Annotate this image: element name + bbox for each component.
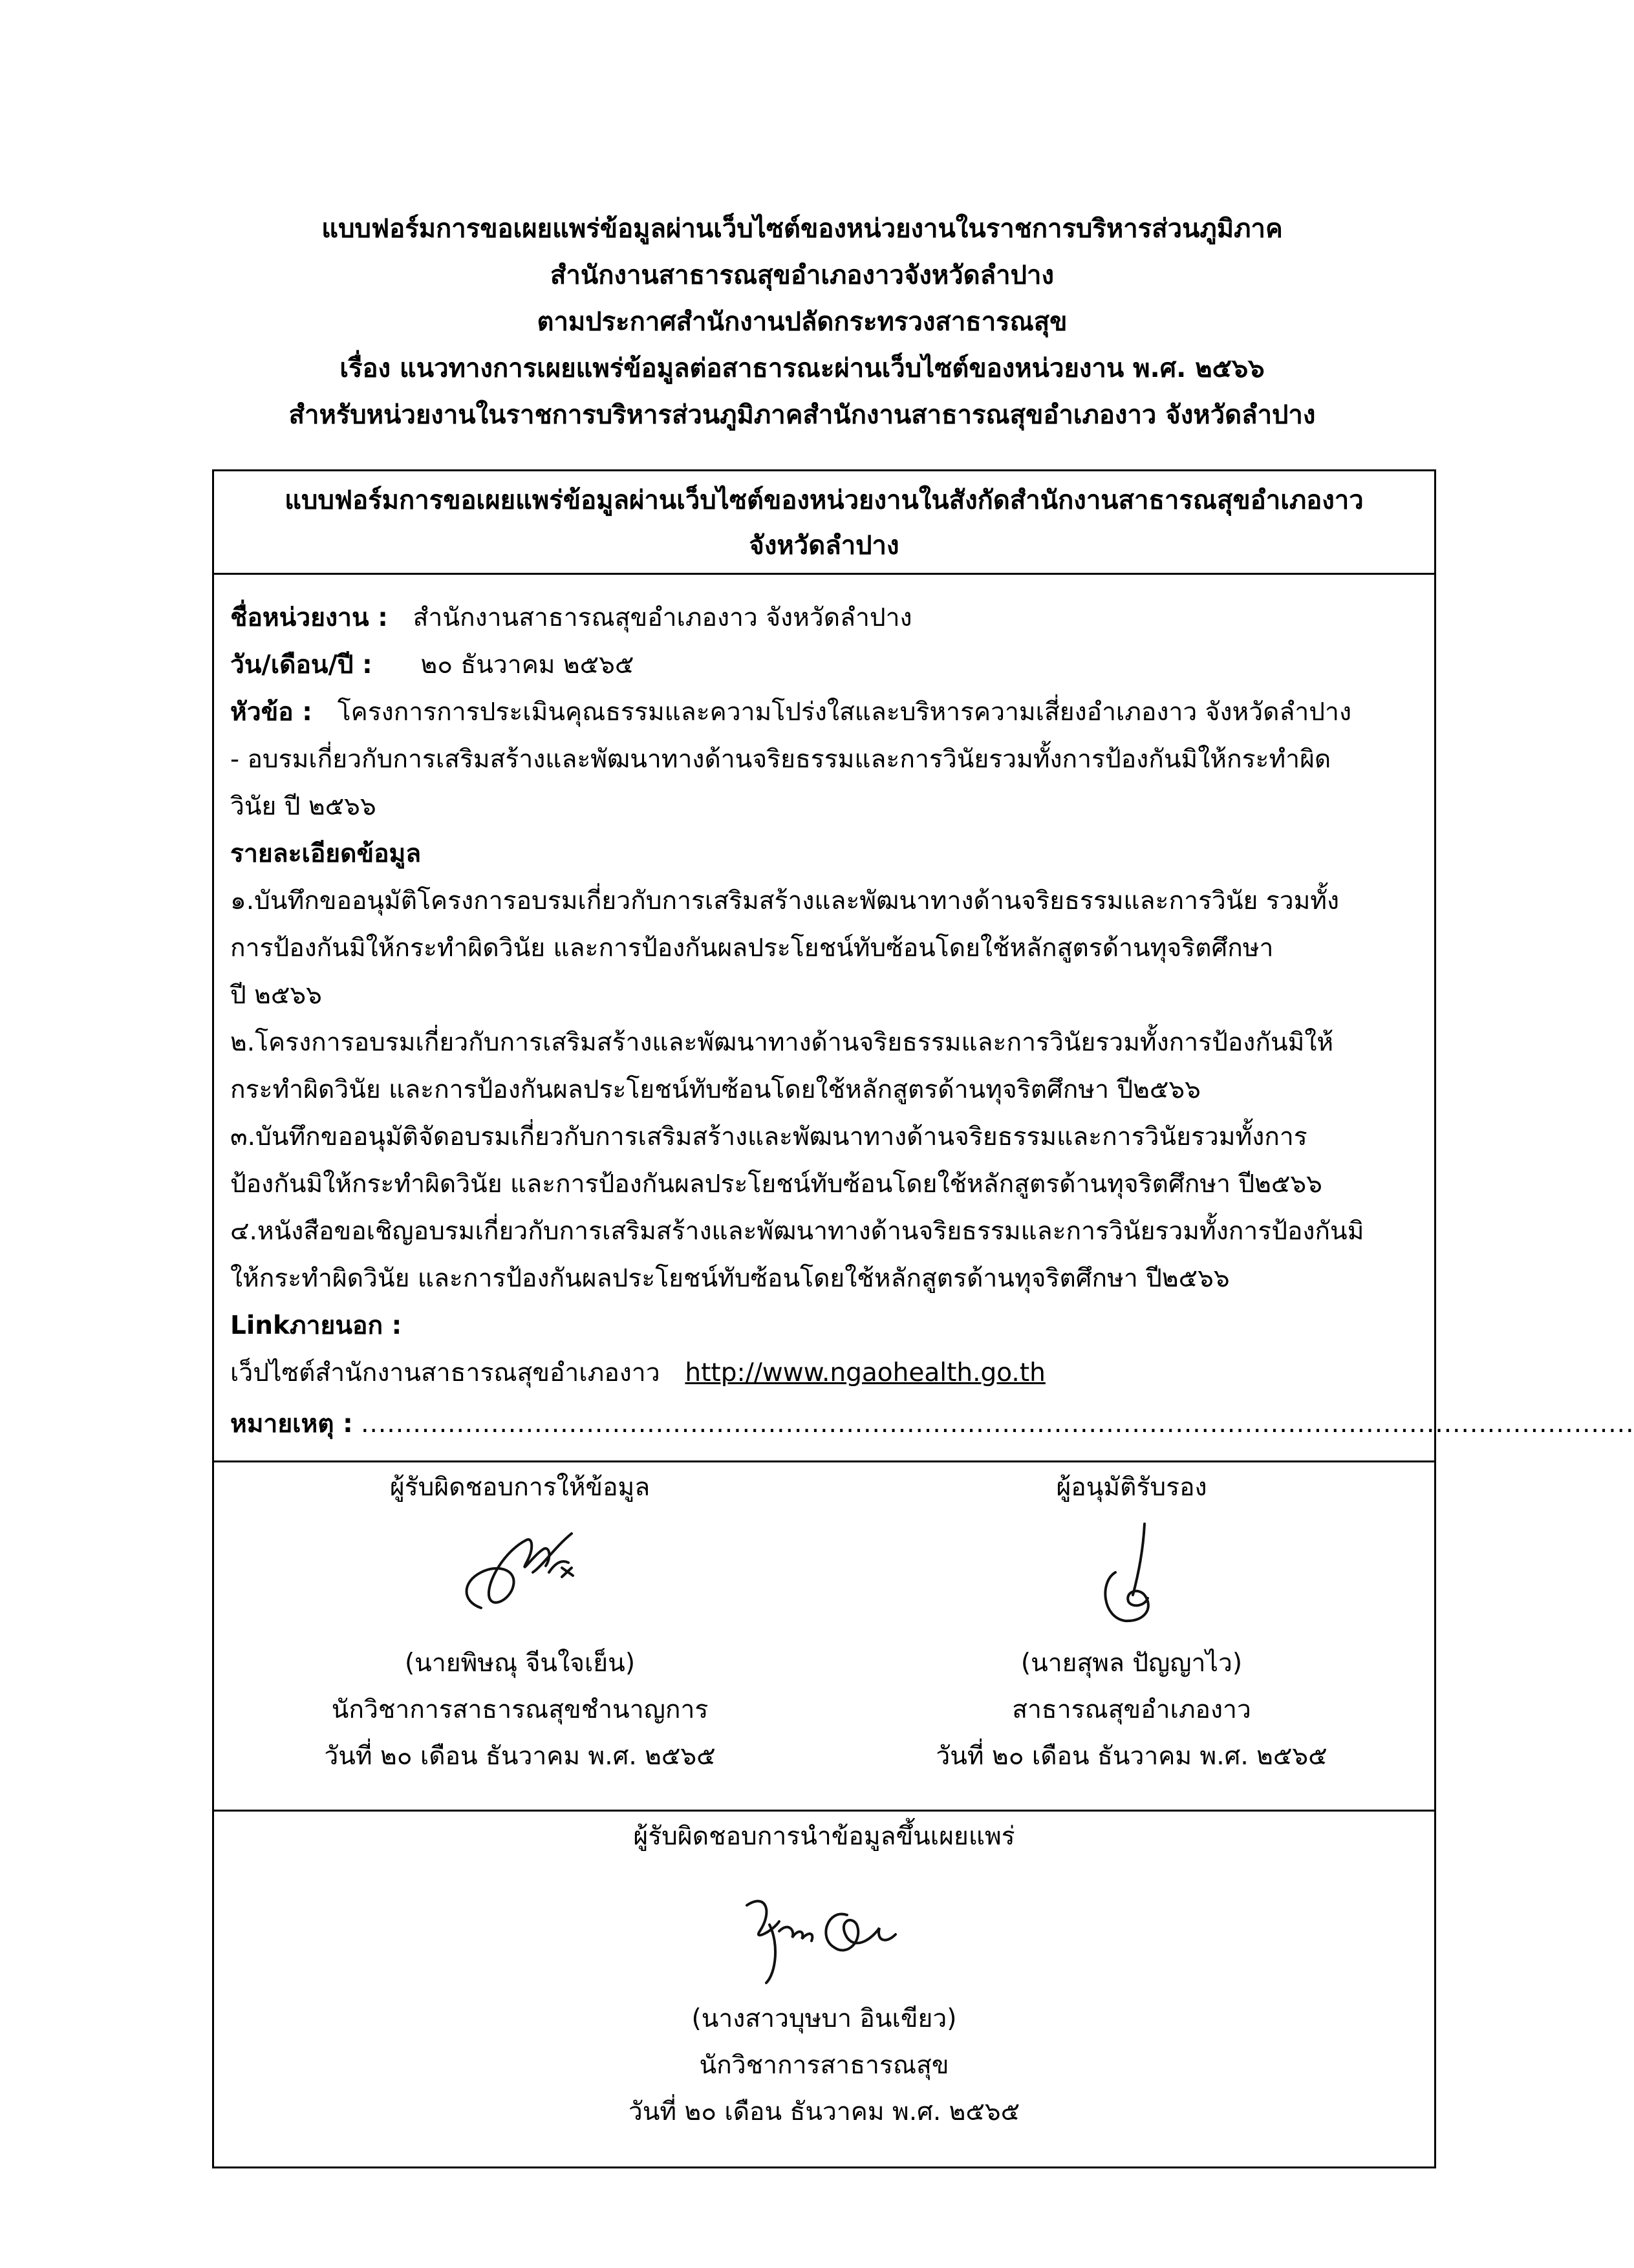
details-line-9: ให้กระทำผิดวินัย และการป้องกันผลประโยชน์ทับซ้อนโดยใช้หลักสูตรด้านทุจริตศึกษา ปี๒๕๖๖ (230, 1264, 1230, 1293)
header-line-1: แบบฟอร์มการขอเผยแพร่ข้อมูลผ่านเว็บไซต์ของหน่วยงานในราชการบริหารส่วนภูมิภาค (321, 214, 1283, 244)
external-link-url[interactable]: http://www.ngaohealth.go.th (685, 1358, 1046, 1387)
topic-value: โครงการการประเมินคุณธรรมและความโปร่งใสและบริหารความเสี่ยงอำเภองาว จังหวัดลำปาง (337, 698, 1351, 727)
topic-label: หัวข้อ : (230, 698, 312, 727)
external-link-prefix: เว็ปไซต์สำนักงานสาธารณสุขอำเภองาว (230, 1358, 660, 1387)
form-title-line-2: จังหวัดลำปาง (749, 531, 899, 561)
remark-dots: ................................................................................................................................................... (361, 1409, 1634, 1439)
form-title-line-1: แบบฟอร์มการขอเผยแพร่ข้อมูลผ่านเว็บไซต์ของหน่วยงานในสังกัดสำนักงานสาธารณสุขอำเภองาว (285, 486, 1364, 515)
details-line-8: ๔.หนังสือขอเชิญอบรมเกี่ยวกับการเสริมสร้างและพัฒนาทางด้านจริยธรรมและการวินัยรวมทั้งการป้องกันมิ (230, 1217, 1364, 1246)
responsible-position: นักวิชาการสาธารณสุขชำนาญการ (331, 1695, 709, 1724)
signature-publisher (708, 1860, 941, 1996)
details-line-4: ๒.โครงการอบรมเกี่ยวกับการเสริมสร้างและพัฒนาทางด้านจริยธรรมและการวินัยรวมทั้งการป้องกันมิให้ (230, 1028, 1334, 1057)
details-line-3: ปี ๒๕๖๖ (230, 981, 322, 1010)
responsible-date: วันที่ ๒๐ เดือน ธันวาคม พ.ศ. ๒๕๖๕ (324, 1742, 716, 1771)
signature-left (436, 1511, 604, 1640)
publisher-position: นักวิชาการสาธารณสุข (699, 2051, 949, 2080)
approver-position: สาธารณสุขอำเภองาว (1012, 1695, 1251, 1724)
details-line-1: ๑.บันทึกขออนุมัติโครงการอบรมเกี่ยวกับการเสริมสร้างและพัฒนาทางด้านจริยธรรมและการวินัย รวมทั้ง (230, 886, 1340, 915)
approver-role: ผู้อนุมัติรับรอง (1056, 1473, 1207, 1502)
approval-row (214, 1460, 1434, 1812)
agency-value: สำนักงานสาธารณสุขอำเภองาว จังหวัดลำปาง (413, 603, 912, 632)
publisher-role: ผู้รับผิดชอบการนำข้อมูลขึ้นเผยแพร่ (633, 1822, 1015, 1851)
header-line-2: สำนักงานสาธารณสุขอำเภองาวจังหวัดลำปาง (550, 261, 1054, 290)
date-value: ๒๐ ธันวาคม ๒๕๖๕ (420, 650, 634, 679)
details-line-6: ๓.บันทึกขออนุมัติจัดอบรมเกี่ยวกับการเสริมสร้างและพัฒนาทางด้านจริยธรรมและการวินัยรวมทั้งการ (230, 1122, 1307, 1151)
agency-line (230, 594, 1421, 641)
publisher-block (214, 1810, 1434, 2135)
responsible-column (214, 1460, 826, 1780)
details-label: รายละเอียดข้อมูล (230, 839, 422, 868)
responsible-role: ผู้รับผิดชอบการให้ข้อมูล (389, 1473, 650, 1502)
date-line (230, 641, 1421, 689)
approver-name: (นายสุพล ปัญญาไว) (1020, 1649, 1243, 1678)
remark-line (230, 1400, 1634, 1448)
header-line-3: ตามประกาศสำนักงานปลัดกระทรวงสาธารณสุข (537, 307, 1068, 337)
form-table (212, 469, 1634, 2168)
details-block (230, 594, 1634, 1448)
details-line-5: กระทำผิดวินัย และการป้องกันผลประโยชน์ทับซ้อนโดยใช้หลักสูตรด้านทุจริตศึกษา ปี๒๕๖๖ (230, 1075, 1201, 1104)
publisher-date: วันที่ ๒๐ เดือน ธันวาคม พ.ศ. ๒๕๖๕ (628, 2097, 1020, 2126)
document-header (0, 206, 1604, 438)
details-line-2: การป้องกันมิให้กระทำผิดวินัย และการป้องกันผลประโยชน์ทับซ้อนโดยใช้หลักสูตรด้านทุจริตศึกษา (230, 934, 1274, 963)
external-link-line (230, 1349, 1421, 1396)
topic-line-2: - อบรมเกี่ยวกับการเสริมสร้างและพัฒนาทางด้านจริยธรรมและการวินัยรวมทั้งการป้องกันมิให้กระทำผิด (230, 745, 1331, 774)
topic-line (230, 689, 1421, 736)
signature-right (1048, 1511, 1216, 1640)
remark-label: หมายเหตุ : (230, 1409, 353, 1439)
approver-date: วันที่ ๒๐ เดือน ธันวาคม พ.ศ. ๒๕๖๕ (936, 1742, 1328, 1771)
date-label: วัน/เดือน/ปี : (230, 650, 372, 679)
external-link-label: Linkภายนอก : (230, 1311, 402, 1340)
details-line-7: ป้องกันมิให้กระทำผิดวินัย และการป้องกันผลประโยชน์ทับซ้อนโดยใช้หลักสูตรด้านทุจริตศึกษา ปี๒๕๖๖ (230, 1170, 1322, 1199)
approver-column (826, 1460, 1437, 1780)
header-line-4: เรื่อง แนวทางการเผยแพร่ข้อมูลต่อสาธารณะผ่านเว็บไซต์ของหน่วยงาน พ.ศ. ๒๕๖๖ (339, 354, 1265, 383)
header-line-5: สำหรับหน่วยงานในราชการบริหารส่วนภูมิภาคสำนักงานสาธารณสุขอำเภองาว จังหวัดลำปาง (288, 400, 1316, 430)
publisher-row (214, 1810, 1434, 2168)
publisher-name: (นางสาวบุษบา อินเขียว) (691, 2004, 957, 2033)
responsible-name: (นายพิษณุ จีนใจเย็น) (404, 1649, 636, 1678)
form-details-row (214, 575, 1634, 1462)
agency-label: ชื่อหน่วยงาน : (230, 603, 388, 632)
form-title-row (214, 471, 1434, 575)
topic-line-3: วินัย ปี ๒๕๖๖ (230, 792, 376, 821)
